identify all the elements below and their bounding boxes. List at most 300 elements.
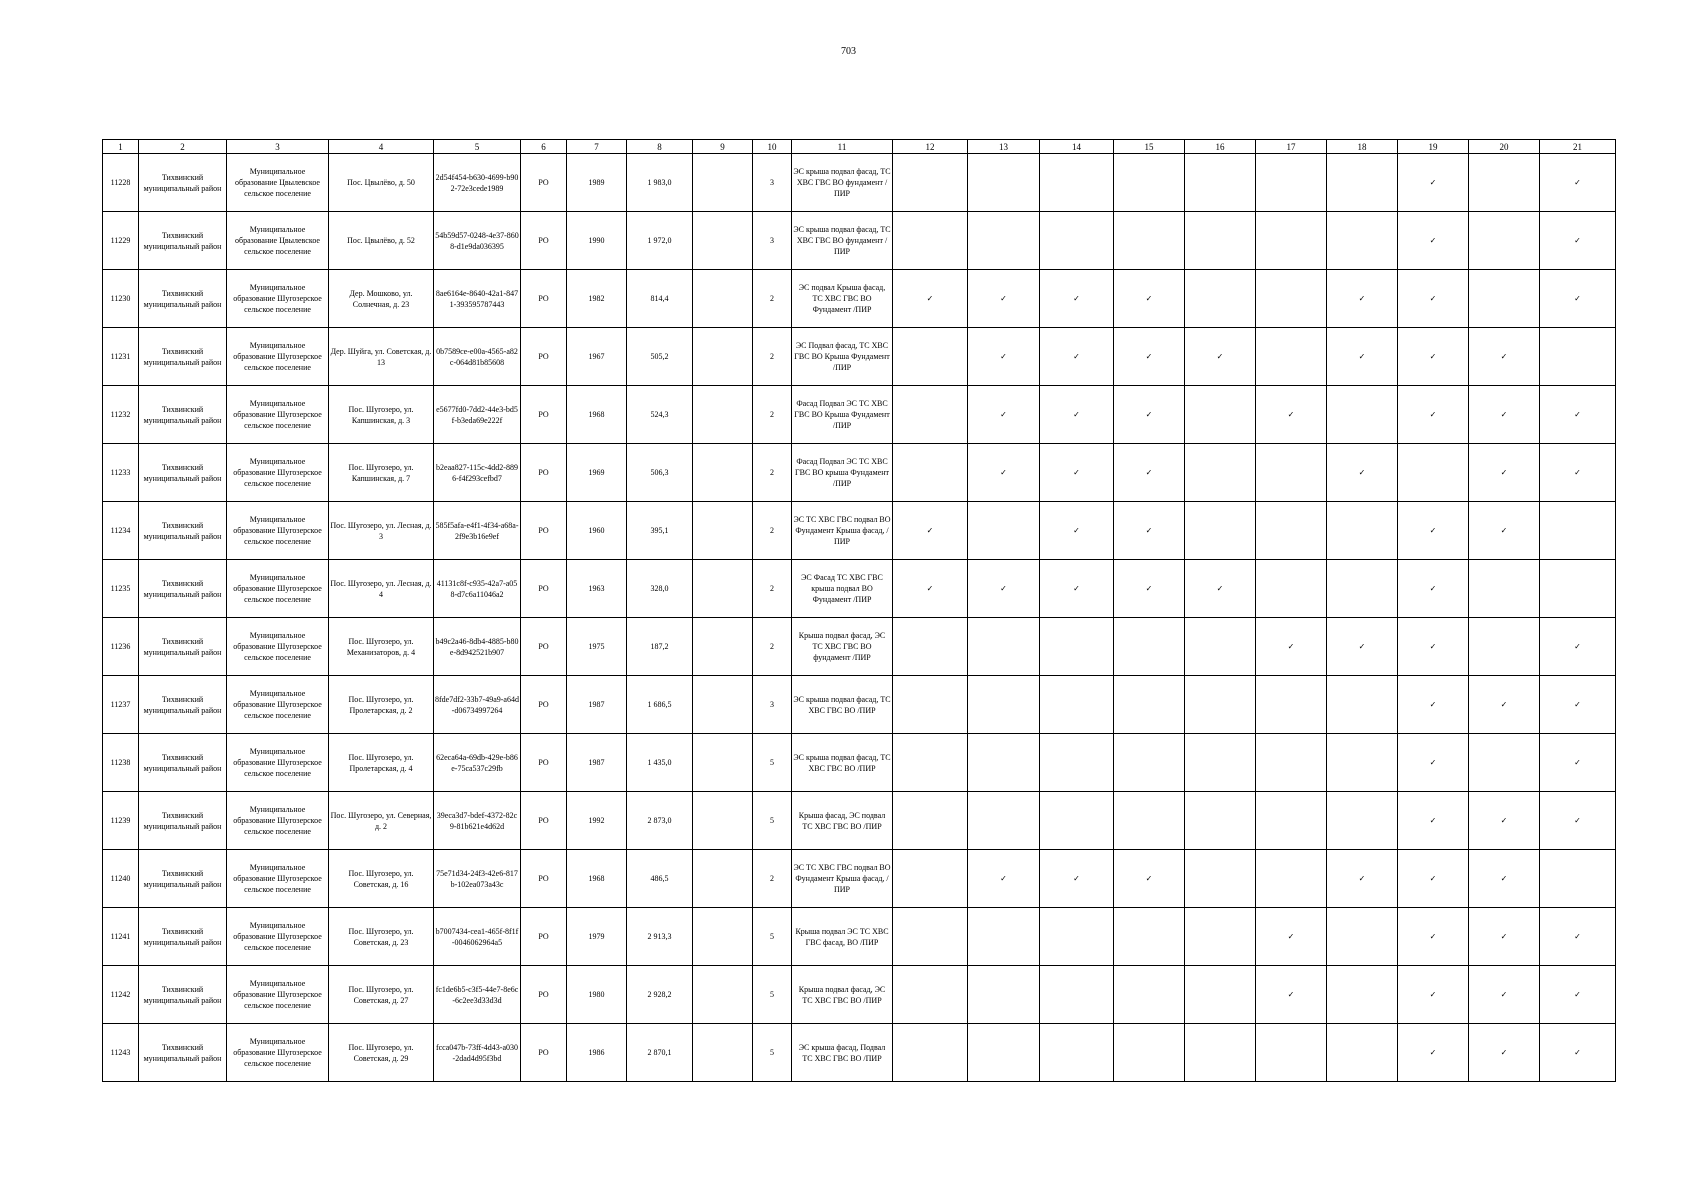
check-mark-icon: ✓ [1145, 410, 1153, 419]
row-id-cell: 11229 [103, 212, 139, 270]
check-mark-icon: ✓ [1073, 468, 1080, 477]
check-mark-icon: ✓ [1000, 352, 1007, 361]
area-cell: 1 435,0 [627, 734, 693, 792]
check-mark-icon: ✓ [1000, 410, 1007, 419]
works-list-cell: ЭС крыша подвал фасад, ТС ХВС ГВС ВО фундамент /ПИР [792, 154, 893, 212]
row-id-cell: 11228 [103, 154, 139, 212]
area-cell: 1 972,0 [627, 212, 693, 270]
work-type-16-cell [1185, 154, 1256, 212]
work-type-18-cell [1327, 502, 1398, 560]
area-cell: 1 983,0 [627, 154, 693, 212]
column-9-cell [693, 850, 753, 908]
area-cell: 506,3 [627, 444, 693, 502]
address-cell: Пос. Цвылёво, д. 52 [329, 212, 434, 270]
municipality-cell: Муниципальное образование Шугозерское сельское поселение [227, 270, 329, 328]
column-header: 21 [1540, 140, 1616, 154]
district-cell: Тихвинский муниципальный район [139, 502, 227, 560]
address-cell: Пос. Шугозеро, ул. Советская, д. 27 [329, 966, 434, 1024]
work-type-20-cell [1469, 212, 1540, 270]
floors-cell: 2 [753, 560, 792, 618]
work-type-15-cell [1114, 966, 1185, 1024]
address-cell: Дер. Шуйга, ул. Советская, д. 13 [329, 328, 434, 386]
work-type-20-cell [1469, 154, 1540, 212]
year-cell: 1990 [567, 212, 627, 270]
work-type-14-cell [1040, 212, 1114, 270]
table-row [103, 560, 1616, 618]
work-type-15-cell [1114, 502, 1185, 560]
table-row [103, 502, 1616, 560]
check-mark-icon: ✓ [1429, 178, 1437, 187]
municipality-cell: Муниципальное образование Шугозерское сельское поселение [227, 734, 329, 792]
work-type-15-cell [1114, 792, 1185, 850]
table-row [103, 270, 1616, 328]
work-type-18-cell [1327, 792, 1398, 850]
check-mark-icon: ✓ [926, 294, 934, 303]
work-type-14-cell [1040, 792, 1114, 850]
check-mark-icon: ✓ [1216, 584, 1224, 593]
work-type-21-cell [1540, 270, 1616, 328]
municipality-cell: Муниципальное образование Шугозерское сельское поселение [227, 618, 329, 676]
check-mark-icon: ✓ [926, 584, 934, 593]
check-mark-icon: ✓ [1073, 874, 1080, 883]
check-mark-icon: ✓ [1574, 642, 1581, 651]
check-mark-icon: ✓ [1000, 468, 1007, 477]
year-cell: 1979 [567, 908, 627, 966]
work-type-12-cell [893, 792, 968, 850]
check-mark-icon: ✓ [1358, 874, 1366, 883]
floors-cell: 2 [753, 386, 792, 444]
row-id-cell: 11238 [103, 734, 139, 792]
column-header: 12 [893, 140, 968, 154]
column-header: 11 [792, 140, 893, 154]
ownership-form-cell: РО [521, 1024, 567, 1082]
floors-cell: 5 [753, 908, 792, 966]
floors-cell: 2 [753, 328, 792, 386]
work-type-12-cell [893, 386, 968, 444]
check-mark-icon: ✓ [1287, 990, 1295, 999]
check-mark-icon: ✓ [1216, 352, 1224, 361]
check-mark-icon: ✓ [1574, 758, 1581, 767]
work-type-16-cell [1185, 502, 1256, 560]
area-cell: 2 928,2 [627, 966, 693, 1024]
row-id-cell: 11240 [103, 850, 139, 908]
work-type-15-cell [1114, 850, 1185, 908]
check-mark-icon: ✓ [1500, 932, 1508, 941]
work-type-19-cell [1398, 386, 1469, 444]
work-type-14-cell [1040, 618, 1114, 676]
work-type-17-cell [1256, 212, 1327, 270]
building-code-cell: 39eca3d7-bdef-4372-82c9-81b621e4d62d [434, 792, 521, 850]
work-type-15-cell [1114, 1024, 1185, 1082]
row-id-cell: 11231 [103, 328, 139, 386]
address-cell: Дер. Мошково, ул. Солнечная, д. 23 [329, 270, 434, 328]
check-mark-icon: ✓ [1429, 874, 1437, 883]
work-type-16-cell [1185, 560, 1256, 618]
check-mark-icon: ✓ [1073, 584, 1080, 593]
column-9-cell [693, 212, 753, 270]
work-type-20-cell [1469, 850, 1540, 908]
column-header: 16 [1185, 140, 1256, 154]
area-cell: 2 870,1 [627, 1024, 693, 1082]
work-type-14-cell [1040, 966, 1114, 1024]
row-id-cell: 11233 [103, 444, 139, 502]
work-type-19-cell [1398, 618, 1469, 676]
work-type-18-cell [1327, 212, 1398, 270]
building-code-cell: 8ae6164e-8640-42a1-8471-393595787443 [434, 270, 521, 328]
area-cell: 1 686,5 [627, 676, 693, 734]
building-code-cell: 0b7589ce-e00a-4565-a82c-064d81b85608 [434, 328, 521, 386]
work-type-13-cell [968, 328, 1040, 386]
check-mark-icon: ✓ [1000, 584, 1007, 593]
work-type-16-cell [1185, 676, 1256, 734]
column-9-cell [693, 618, 753, 676]
column-9-cell [693, 328, 753, 386]
work-type-21-cell [1540, 386, 1616, 444]
work-type-21-cell [1540, 1024, 1616, 1082]
work-type-13-cell [968, 212, 1040, 270]
ownership-form-cell: РО [521, 502, 567, 560]
check-mark-icon: ✓ [1358, 352, 1366, 361]
check-mark-icon: ✓ [1429, 236, 1437, 245]
work-type-16-cell [1185, 618, 1256, 676]
table-row [103, 1024, 1616, 1082]
district-cell: Тихвинский муниципальный район [139, 850, 227, 908]
column-9-cell [693, 792, 753, 850]
column-9-cell [693, 966, 753, 1024]
work-type-13-cell [968, 270, 1040, 328]
check-mark-icon: ✓ [1000, 294, 1007, 303]
check-mark-icon: ✓ [1574, 816, 1581, 825]
work-type-13-cell [968, 734, 1040, 792]
check-mark-icon: ✓ [1500, 410, 1508, 419]
address-cell: Пос. Шугозеро, ул. Механизаторов, д. 4 [329, 618, 434, 676]
check-mark-icon: ✓ [1500, 700, 1508, 709]
check-mark-icon: ✓ [1500, 816, 1508, 825]
work-type-12-cell [893, 502, 968, 560]
work-type-14-cell [1040, 386, 1114, 444]
address-cell: Пос. Шугозеро, ул. Пролетарская, д. 2 [329, 676, 434, 734]
work-type-21-cell [1540, 444, 1616, 502]
building-code-cell: 2d54f454-b630-4699-b902-72e3cede1989 [434, 154, 521, 212]
ownership-form-cell: РО [521, 676, 567, 734]
ownership-form-cell: РО [521, 734, 567, 792]
year-cell: 1982 [567, 270, 627, 328]
work-type-15-cell [1114, 328, 1185, 386]
check-mark-icon: ✓ [1073, 294, 1080, 303]
ownership-form-cell: РО [521, 154, 567, 212]
work-type-19-cell [1398, 850, 1469, 908]
year-cell: 1960 [567, 502, 627, 560]
works-list-cell: Крыша подвал фасад, ЭС ТС ХВС ГВС ВО /ПИР [792, 966, 893, 1024]
work-type-15-cell [1114, 560, 1185, 618]
work-type-20-cell [1469, 676, 1540, 734]
works-list-cell: ЭС ТС ХВС ГВС подвал ВО Фундамент Крыша фасад, /ПИР [792, 850, 893, 908]
district-cell: Тихвинский муниципальный район [139, 1024, 227, 1082]
work-type-13-cell [968, 850, 1040, 908]
ownership-form-cell: РО [521, 270, 567, 328]
column-header: 3 [227, 140, 329, 154]
column-header: 2 [139, 140, 227, 154]
work-type-13-cell [968, 966, 1040, 1024]
work-type-15-cell [1114, 154, 1185, 212]
work-type-12-cell [893, 444, 968, 502]
row-id-cell: 11239 [103, 792, 139, 850]
work-type-14-cell [1040, 502, 1114, 560]
work-type-13-cell [968, 618, 1040, 676]
floors-cell: 2 [753, 850, 792, 908]
work-type-13-cell [968, 560, 1040, 618]
work-type-16-cell [1185, 1024, 1256, 1082]
work-type-19-cell [1398, 734, 1469, 792]
floors-cell: 5 [753, 792, 792, 850]
work-type-15-cell [1114, 270, 1185, 328]
table-row [103, 734, 1616, 792]
district-cell: Тихвинский муниципальный район [139, 386, 227, 444]
ownership-form-cell: РО [521, 212, 567, 270]
floors-cell: 5 [753, 966, 792, 1024]
area-cell: 2 913,3 [627, 908, 693, 966]
work-type-13-cell [968, 154, 1040, 212]
area-cell: 486,5 [627, 850, 693, 908]
check-mark-icon: ✓ [1574, 178, 1581, 187]
works-list-cell: ЭС крыша подвал фасад, ТС ХВС ГВС ВО /ПИР [792, 734, 893, 792]
work-type-18-cell [1327, 908, 1398, 966]
work-type-13-cell [968, 676, 1040, 734]
work-type-21-cell [1540, 212, 1616, 270]
check-mark-icon: ✓ [1500, 990, 1508, 999]
column-header: 13 [968, 140, 1040, 154]
column-9-cell [693, 270, 753, 328]
work-type-16-cell [1185, 734, 1256, 792]
building-code-cell: 41131c8f-c935-42a7-a058-d7c6a11046a2 [434, 560, 521, 618]
district-cell: Тихвинский муниципальный район [139, 618, 227, 676]
check-mark-icon: ✓ [1429, 642, 1437, 651]
work-type-19-cell [1398, 154, 1469, 212]
check-mark-icon: ✓ [1500, 468, 1508, 477]
work-type-17-cell [1256, 560, 1327, 618]
check-mark-icon: ✓ [1574, 990, 1581, 999]
works-list-cell: Крыша фасад, ЭС подвал ТС ХВС ГВС ВО /ПИР [792, 792, 893, 850]
work-type-16-cell [1185, 270, 1256, 328]
work-type-21-cell [1540, 676, 1616, 734]
area-cell: 328,0 [627, 560, 693, 618]
column-header: 19 [1398, 140, 1469, 154]
ownership-form-cell: РО [521, 560, 567, 618]
work-type-17-cell [1256, 850, 1327, 908]
work-type-20-cell [1469, 792, 1540, 850]
check-mark-icon: ✓ [1574, 932, 1581, 941]
column-header: 18 [1327, 140, 1398, 154]
district-cell: Тихвинский муниципальный район [139, 212, 227, 270]
work-type-14-cell [1040, 560, 1114, 618]
work-type-19-cell [1398, 560, 1469, 618]
building-code-cell: b7007434-cea1-465f-8f1f-0046062964a5 [434, 908, 521, 966]
work-type-20-cell [1469, 966, 1540, 1024]
work-type-17-cell [1256, 1024, 1327, 1082]
check-mark-icon: ✓ [1500, 352, 1508, 361]
row-id-cell: 11241 [103, 908, 139, 966]
table-row [103, 618, 1616, 676]
work-type-20-cell [1469, 560, 1540, 618]
work-type-12-cell [893, 154, 968, 212]
works-list-cell: ЭС крыша фасад, Подвал ТС ХВС ГВС ВО /ПИР [792, 1024, 893, 1082]
column-header: 4 [329, 140, 434, 154]
check-mark-icon: ✓ [1287, 410, 1295, 419]
column-header: 8 [627, 140, 693, 154]
work-type-12-cell [893, 1024, 968, 1082]
district-cell: Тихвинский муниципальный район [139, 444, 227, 502]
work-type-20-cell [1469, 386, 1540, 444]
works-list-cell: ЭС крыша подвал фасад, ТС ХВС ГВС ВО /ПИР [792, 676, 893, 734]
column-9-cell [693, 734, 753, 792]
work-type-13-cell [968, 1024, 1040, 1082]
check-mark-icon: ✓ [1574, 1048, 1581, 1057]
year-cell: 1969 [567, 444, 627, 502]
check-mark-icon: ✓ [1287, 642, 1295, 651]
area-cell: 2 873,0 [627, 792, 693, 850]
municipality-cell: Муниципальное образование Шугозерское сельское поселение [227, 502, 329, 560]
district-cell: Тихвинский муниципальный район [139, 676, 227, 734]
year-cell: 1989 [567, 154, 627, 212]
work-type-17-cell [1256, 444, 1327, 502]
column-9-cell [693, 502, 753, 560]
check-mark-icon: ✓ [1145, 526, 1153, 535]
check-mark-icon: ✓ [1145, 584, 1153, 593]
ownership-form-cell: РО [521, 908, 567, 966]
floors-cell: 2 [753, 502, 792, 560]
work-type-19-cell [1398, 908, 1469, 966]
work-type-18-cell [1327, 328, 1398, 386]
work-type-12-cell [893, 618, 968, 676]
check-mark-icon: ✓ [1574, 236, 1581, 245]
column-header: 7 [567, 140, 627, 154]
ownership-form-cell: РО [521, 444, 567, 502]
work-type-18-cell [1327, 850, 1398, 908]
work-type-17-cell [1256, 328, 1327, 386]
column-9-cell [693, 908, 753, 966]
district-cell: Тихвинский муниципальный район [139, 792, 227, 850]
check-mark-icon: ✓ [1145, 874, 1153, 883]
building-code-cell: 62eca64a-69db-429e-b86e-75ca537c29fb [434, 734, 521, 792]
row-id-cell: 11235 [103, 560, 139, 618]
district-cell: Тихвинский муниципальный район [139, 154, 227, 212]
ownership-form-cell: РО [521, 850, 567, 908]
table-body [103, 154, 1616, 1082]
work-type-15-cell [1114, 212, 1185, 270]
work-type-12-cell [893, 560, 968, 618]
work-type-21-cell [1540, 154, 1616, 212]
table-row [103, 966, 1616, 1024]
check-mark-icon: ✓ [1145, 468, 1153, 477]
works-list-cell: ЭС подвал Крыша фасад, ТС ХВС ГВС ВО Фундамент /ПИР [792, 270, 893, 328]
address-cell: Пос. Шугозеро, ул. Пролетарская, д. 4 [329, 734, 434, 792]
column-9-cell [693, 560, 753, 618]
check-mark-icon: ✓ [1429, 990, 1437, 999]
page-number: 703 [841, 46, 856, 57]
table-row [103, 908, 1616, 966]
row-id-cell: 11237 [103, 676, 139, 734]
check-mark-icon: ✓ [1574, 294, 1581, 303]
building-code-cell: 75e71d34-24f3-42e6-817b-102ea073a43c [434, 850, 521, 908]
column-9-cell [693, 386, 753, 444]
address-cell: Пос. Шугозеро, ул. Капшинская, д. 7 [329, 444, 434, 502]
work-type-21-cell [1540, 328, 1616, 386]
address-cell: Пос. Шугозеро, ул. Советская, д. 29 [329, 1024, 434, 1082]
floors-cell: 2 [753, 270, 792, 328]
row-id-cell: 11242 [103, 966, 139, 1024]
check-mark-icon: ✓ [1429, 526, 1437, 535]
area-cell: 395,1 [627, 502, 693, 560]
column-header: 17 [1256, 140, 1327, 154]
floors-cell: 2 [753, 444, 792, 502]
check-mark-icon: ✓ [1287, 932, 1295, 941]
work-type-20-cell [1469, 270, 1540, 328]
municipality-cell: Муниципальное образование Цвылевское сельское поселение [227, 212, 329, 270]
check-mark-icon: ✓ [1358, 294, 1366, 303]
works-list-cell: ЭС Фасад ТС ХВС ГВС крыша подвал ВО Фундамент /ПИР [792, 560, 893, 618]
works-list-cell: Фасад Подвал ЭС ТС ХВС ГВС ВО Крыша Фундамент /ПИР [792, 386, 893, 444]
municipality-cell: Муниципальное образование Шугозерское сельское поселение [227, 850, 329, 908]
work-type-15-cell [1114, 676, 1185, 734]
ownership-form-cell: РО [521, 792, 567, 850]
work-type-17-cell [1256, 966, 1327, 1024]
check-mark-icon: ✓ [1429, 1048, 1437, 1057]
ownership-form-cell: РО [521, 966, 567, 1024]
district-cell: Тихвинский муниципальный район [139, 328, 227, 386]
work-type-14-cell [1040, 908, 1114, 966]
work-type-18-cell [1327, 560, 1398, 618]
work-type-12-cell [893, 734, 968, 792]
building-code-cell: 585f5afa-e4f1-4f34-a68a-2f9e3b16e9ef [434, 502, 521, 560]
column-header: 6 [521, 140, 567, 154]
work-type-17-cell [1256, 270, 1327, 328]
municipality-cell: Муниципальное образование Шугозерское сельское поселение [227, 560, 329, 618]
column-number-row [103, 140, 1616, 154]
works-list-cell: Фасад Подвал ЭС ТС ХВС ГВС ВО крыша Фундамент /ПИР [792, 444, 893, 502]
year-cell: 1987 [567, 676, 627, 734]
works-list-cell: ЭС ТС ХВС ГВС подвал ВО Фундамент Крыша фасад, /ПИР [792, 502, 893, 560]
work-type-13-cell [968, 386, 1040, 444]
check-mark-icon: ✓ [1000, 874, 1007, 883]
check-mark-icon: ✓ [1073, 352, 1080, 361]
year-cell: 1963 [567, 560, 627, 618]
work-type-18-cell [1327, 444, 1398, 502]
check-mark-icon: ✓ [926, 526, 934, 535]
work-type-14-cell [1040, 850, 1114, 908]
check-mark-icon: ✓ [1073, 410, 1080, 419]
work-type-14-cell [1040, 676, 1114, 734]
building-code-cell: b49c2a46-8db4-4885-b80e-8d942521b907 [434, 618, 521, 676]
register-table [102, 139, 1616, 1082]
work-type-18-cell [1327, 618, 1398, 676]
check-mark-icon: ✓ [1358, 468, 1366, 477]
work-type-20-cell [1469, 1024, 1540, 1082]
check-mark-icon: ✓ [1073, 526, 1080, 535]
work-type-17-cell [1256, 792, 1327, 850]
work-type-16-cell [1185, 444, 1256, 502]
year-cell: 1987 [567, 734, 627, 792]
work-type-16-cell [1185, 966, 1256, 1024]
municipality-cell: Муниципальное образование Шугозерское сельское поселение [227, 386, 329, 444]
work-type-18-cell [1327, 734, 1398, 792]
work-type-17-cell [1256, 908, 1327, 966]
check-mark-icon: ✓ [1358, 642, 1366, 651]
address-cell: Пос. Шугозеро, ул. Северная, д. 2 [329, 792, 434, 850]
floors-cell: 5 [753, 1024, 792, 1082]
floors-cell: 3 [753, 212, 792, 270]
row-id-cell: 11230 [103, 270, 139, 328]
work-type-21-cell [1540, 908, 1616, 966]
